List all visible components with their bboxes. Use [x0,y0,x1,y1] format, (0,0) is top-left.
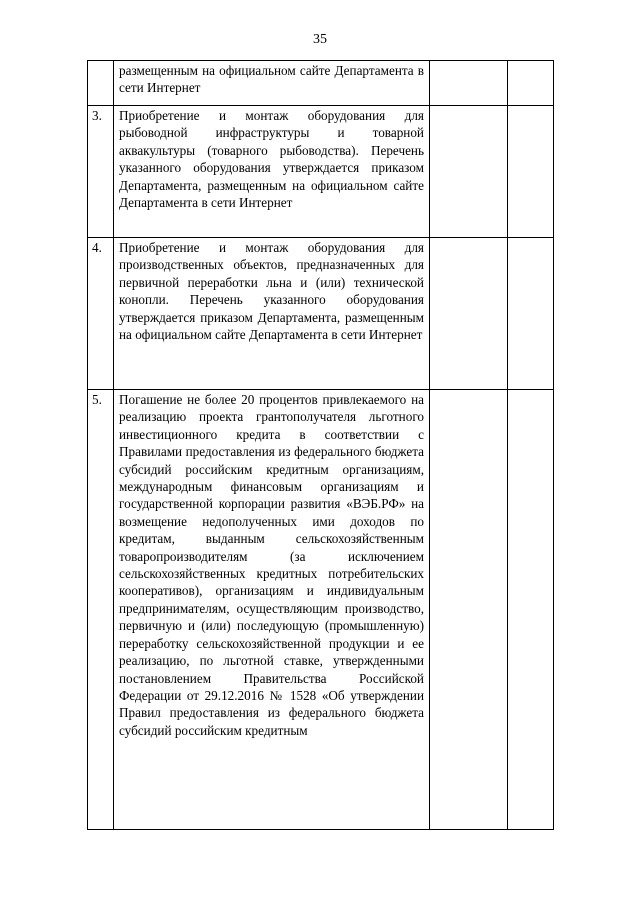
empty-cell [430,106,508,238]
empty-cell [430,238,508,390]
measures-table [87,60,554,830]
row-number: 3. [88,106,114,238]
empty-cell [430,390,508,830]
empty-cell [508,390,554,830]
row-text: Приобретение и монтаж оборудования для рыбоводной инфраструктуры и товарной аквакультуры (товарного рыбоводства). Перечень указанного оборудования утверждается приказом Департамента, размещенным на официальном сайте Департамента в сети Интернет [119,108,424,211]
table-row [88,390,554,830]
row-number: 5. [88,390,114,830]
row-text: размещенным на официальном сайте Департамента в сети Интернет [119,63,424,96]
row-number: 4. [88,238,114,390]
row-number [88,61,114,106]
row-text: Погашение не более 20 процентов привлекаемого на реализацию проекта грантополучателя льготного инвестиционного кредита в соответствии с Правилами предоставления из федерального бюджета субсидий российским кредитным организациям, международным финансовым организациям и государственной корпорации развития «ВЭБ.РФ» на возмещение недополученных ими доходов по кредитам, выданным сельскохозяйственным товаропроизводителям (за исключением сельскохозяйственных кредитных потребительских кооперативов), организациям и индивидуальным предпринимателям, осуществляющим производство, первичную и (или) последующую (промышленную) переработку сельскохозяйственной продукции и ее реализацию, по льготной ставке, утвержденными постановлением Правительства Российской Федерации от 29.12.2016 № 1528 «Об утверждении Правил предоставления из федерального бюджета субсидий российским кредитным [119,392,424,738]
table-row [88,61,554,106]
table-row [88,106,554,238]
table-row [88,238,554,390]
row-text: Приобретение и монтаж оборудования для производственных объектов, предназначенных для первичной переработки льна и (или) технической конопли. Перечень указанного оборудования утверждается приказом Департамента, размещенным на официальном сайте Департамента в сети Интернет [119,240,424,343]
empty-cell [508,238,554,390]
empty-cell [508,106,554,238]
empty-cell [508,61,554,106]
page-number: 35 [313,32,327,47]
empty-cell [430,61,508,106]
